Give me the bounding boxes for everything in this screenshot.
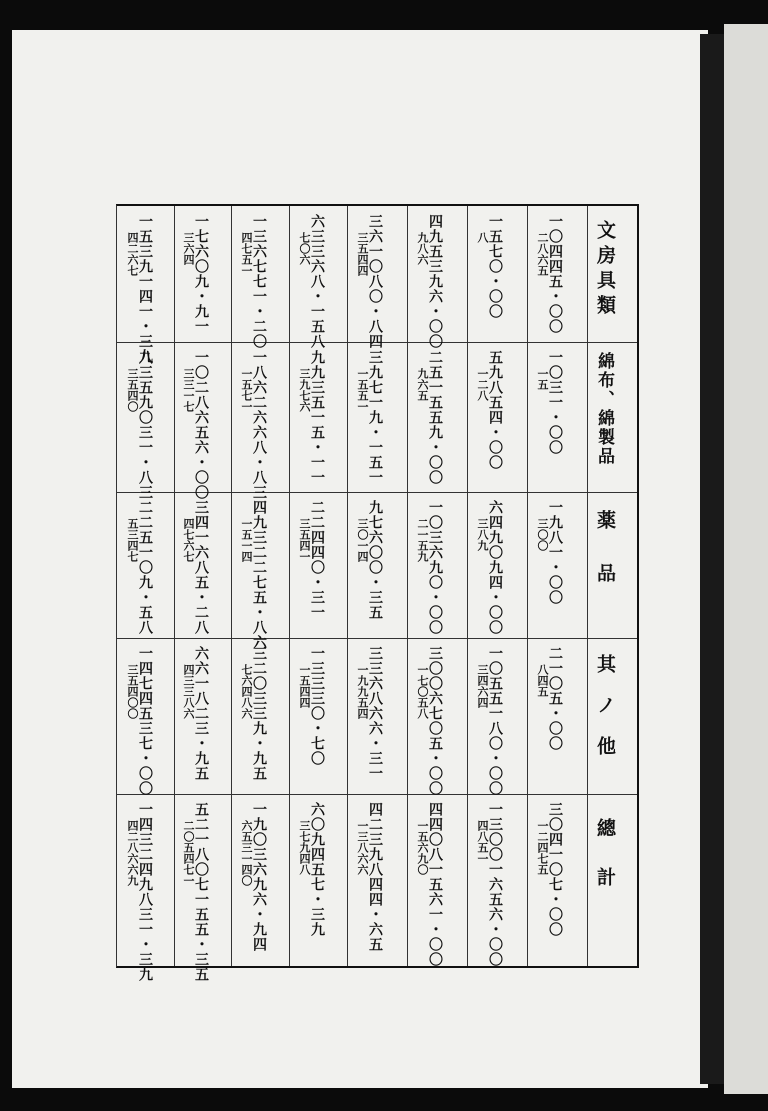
table-cell — [177, 802, 208, 982]
column-divider — [587, 206, 588, 966]
cell-amount: 三四一六八五・二八 — [193, 500, 209, 635]
cell-amount: 三三六八六六・三一 — [367, 646, 383, 781]
table-cell — [471, 214, 502, 319]
column-divider — [289, 206, 290, 966]
cell-amount: 九七六〇〇・三五 — [367, 500, 383, 620]
cell-amount: 四四〇八一五六一・〇〇 — [427, 802, 443, 967]
table-cell — [121, 802, 152, 982]
header-medicine: 薬品 — [594, 510, 616, 616]
cell-count: 四二六七 — [126, 232, 139, 276]
table-cell — [177, 500, 208, 635]
cell-count: 七〇六 — [298, 232, 311, 265]
cell-count: 四二八六六九 — [126, 820, 139, 886]
cell-count: 一五一四 — [240, 518, 253, 562]
cell-amount: 一七六〇九・九一 — [193, 214, 209, 334]
table-cell — [531, 500, 562, 605]
table-cell — [471, 802, 502, 967]
table-cell — [531, 214, 562, 334]
cell-count: 三九七六 — [298, 368, 311, 412]
table-cell — [471, 500, 502, 635]
table-cell — [177, 646, 208, 781]
cell-count: 一九九五四 — [356, 664, 369, 719]
cell-count: 三七九四八 — [298, 820, 311, 875]
table-cell — [411, 214, 442, 349]
cell-count: 三〇〇 — [536, 518, 549, 551]
cell-amount: 四九三二二七五・八六 — [251, 500, 267, 650]
cell-count: 九六五 — [416, 368, 429, 401]
table-cell — [411, 646, 442, 796]
cell-amount: 二一〇五・〇〇 — [547, 646, 563, 751]
cell-amount: 六六一八二三・九五 — [193, 646, 209, 781]
table-cell — [293, 500, 324, 620]
table-cell — [121, 500, 152, 635]
cell-amount: 一〇三一・〇〇 — [547, 350, 563, 455]
cell-count: 二一五九 — [416, 518, 429, 562]
cell-count: 二八六五 — [536, 232, 549, 276]
header-stationery: 文房具類 — [594, 220, 616, 320]
column-divider — [174, 206, 175, 966]
cell-amount: 一〇二八六五六・〇〇 — [193, 350, 209, 500]
cell-count: 一七〇五八 — [416, 664, 429, 719]
cell-amount: 一三三三〇・七〇 — [309, 646, 325, 766]
cell-amount: 一三〇〇一六五六・〇〇 — [487, 802, 503, 967]
table-cell — [411, 350, 442, 485]
cell-count: 七六四八六 — [240, 664, 253, 719]
cell-count: 一五四四 — [298, 664, 311, 708]
table-cell — [235, 646, 266, 781]
cell-count: 二〇五四七一 — [182, 820, 195, 886]
cell-amount: 一〇五五一八〇・〇〇 — [487, 646, 503, 796]
table-cell — [235, 802, 266, 952]
cell-count: 一五六九〇 — [416, 820, 429, 875]
cell-count: 四七六七 — [182, 518, 195, 562]
cell-count: 三四六四 — [476, 664, 489, 708]
cell-count: 六五三一四〇 — [240, 820, 253, 886]
cell-count: 一五 — [536, 368, 549, 390]
table-cell — [411, 802, 442, 967]
table-cell — [531, 646, 562, 751]
cell-count: 五三四七 — [126, 518, 139, 562]
statistics-table — [116, 204, 639, 982]
cell-amount: 三二〇三三九・九五 — [251, 646, 267, 781]
cell-amount: 一八六二六六八・八三 — [251, 350, 267, 500]
table-cell — [121, 214, 152, 364]
cell-amount: 五二一八〇七一五五・三五 — [193, 802, 209, 982]
cell-amount: 三九七一九・一五一 — [367, 350, 383, 485]
cell-count: 一五七一 — [240, 368, 253, 412]
column-divider — [407, 206, 408, 966]
row-divider — [117, 794, 637, 795]
table-cell — [293, 214, 324, 349]
table-cell — [351, 802, 382, 952]
table-cell — [293, 646, 324, 766]
cell-amount: 六三三六八・一五八 — [309, 214, 325, 349]
table-cell — [471, 350, 502, 470]
table-cell — [235, 500, 266, 650]
cell-amount: 一四三二四九八三一・三九 — [137, 802, 153, 982]
cell-count: 三〇一四 — [356, 518, 369, 562]
cell-count: 三五四〇〇 — [126, 664, 139, 719]
column-divider — [527, 206, 528, 966]
table-cell — [235, 350, 266, 500]
cell-count: 三三一七 — [182, 368, 195, 412]
cell-count: 一五五一 — [356, 368, 369, 412]
cell-count: 三五四四 — [356, 232, 369, 276]
cell-count: 一三八六六 — [356, 820, 369, 875]
column-divider — [231, 206, 232, 966]
cell-amount: 二五一五五九・〇〇 — [427, 350, 443, 485]
table-cell — [531, 802, 562, 937]
table-cell — [177, 350, 208, 500]
header-cotton: 綿布、綿製品 — [594, 352, 614, 466]
cell-amount: 九九三五一五・一一 — [309, 350, 325, 485]
cell-amount: 六〇九四五七・三九 — [309, 802, 325, 937]
table-cell — [411, 500, 442, 635]
cell-count: 四七五一 — [240, 232, 253, 276]
cell-amount: 一〇三六九〇・〇〇 — [427, 500, 443, 635]
cell-amount: 一〇四四五・〇〇 — [547, 214, 563, 334]
cell-amount: 一九八一・〇〇 — [547, 500, 563, 605]
cell-count: 四三三八六 — [182, 664, 195, 719]
cell-count: 一二四七五 — [536, 820, 549, 875]
adjacent-page-edge — [724, 24, 768, 1094]
cell-amount: 二二五一〇九・五八 — [137, 500, 153, 635]
cell-amount: 二二四四〇・三一 — [309, 500, 325, 620]
cell-amount: 三〇〇六七〇五・〇〇 — [427, 646, 443, 796]
table-cell — [293, 802, 324, 937]
cell-amount: 四九五三九六・〇〇 — [427, 214, 443, 349]
table-cell — [121, 350, 152, 500]
cell-count: 八四五 — [536, 664, 549, 697]
table-cell — [351, 646, 382, 781]
cell-count: 八 — [476, 232, 489, 243]
table-cell — [351, 500, 382, 620]
cell-count: 三五四〇 — [126, 368, 139, 412]
table-cell — [235, 214, 266, 349]
table-cell — [351, 350, 382, 485]
cell-amount: 四二三九八四四・六五 — [367, 802, 383, 952]
cell-amount: 八三五九〇三一・八三 — [137, 350, 153, 500]
cell-amount: 一五三九一四一・三九 — [137, 214, 153, 364]
book-spine — [700, 34, 724, 1084]
cell-count: 三八九 — [476, 518, 489, 551]
cell-count: 一二八 — [476, 368, 489, 401]
row-divider — [117, 638, 637, 639]
cell-amount: 一四七四五三七・〇〇 — [137, 646, 153, 796]
cell-amount: 五九八五四・〇〇 — [487, 350, 503, 470]
column-divider — [347, 206, 348, 966]
cell-amount: 一九〇三六九六・九四 — [251, 802, 267, 952]
cell-count: 三五四一 — [298, 518, 311, 562]
column-divider — [467, 206, 468, 966]
table-cell — [293, 350, 324, 485]
header-total: 總計 — [594, 818, 616, 916]
cell-count: 三六四 — [182, 232, 195, 265]
cell-amount: 一五七〇・〇〇 — [487, 214, 503, 319]
table-cell — [351, 214, 382, 349]
cell-count: 九八六 — [416, 232, 429, 265]
table-cell — [177, 214, 208, 334]
cell-amount: 一三六七七一・二〇 — [251, 214, 267, 349]
header-other: 其ノ他 — [594, 654, 616, 777]
cell-count: 四八五一 — [476, 820, 489, 864]
cell-amount: 三六一〇八〇・八四 — [367, 214, 383, 349]
cell-amount: 六四九〇九四・〇〇 — [487, 500, 503, 635]
table-cell — [471, 646, 502, 796]
cell-amount: 三〇四一〇七・〇〇 — [547, 802, 563, 937]
table-cell — [121, 646, 152, 796]
table-cell — [531, 350, 562, 455]
